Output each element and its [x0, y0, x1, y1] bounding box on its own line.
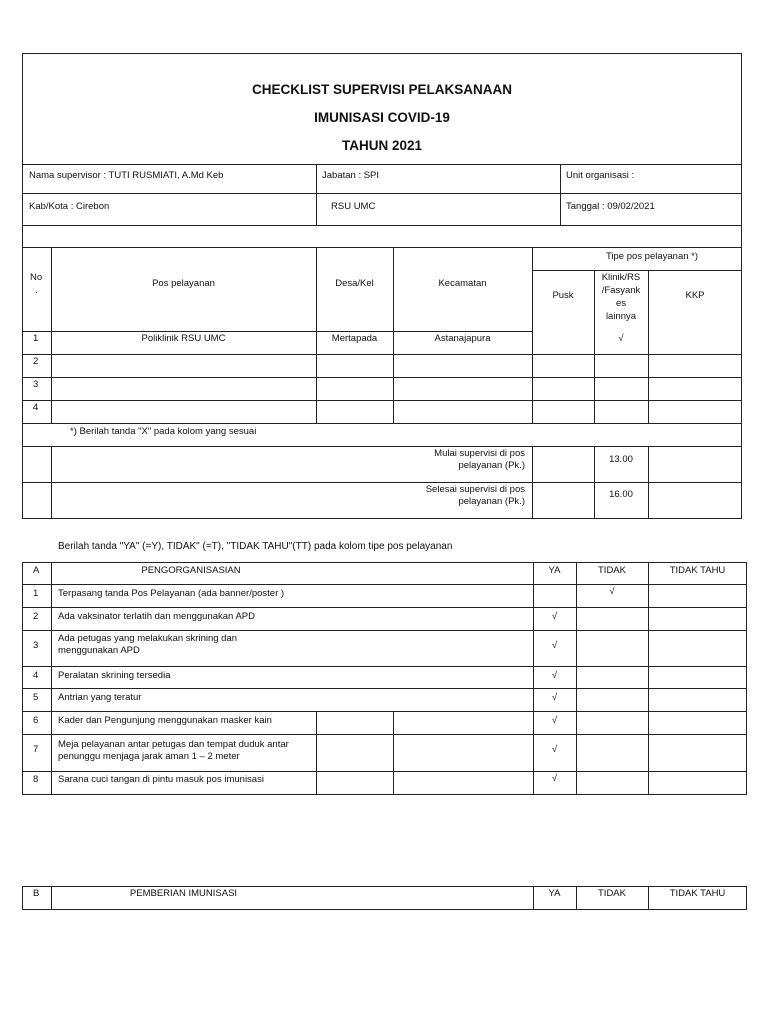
col-kkp-header: KKP — [685, 290, 705, 301]
list-item-text: penunggu menjaga jarak aman 1 – 2 meter — [58, 751, 240, 762]
list-item-text: Kader dan Pengunjung menggunakan masker kain — [58, 715, 272, 726]
col-no-header-dot: . — [35, 285, 38, 296]
mulai-value: 13.00 — [609, 454, 633, 465]
col-pusk-header: Pusk — [552, 290, 574, 301]
col-pos-header: Pos pelayanan — [152, 278, 215, 289]
list-item-text: Ada vaksinator terlatih dan menggunakan APD — [58, 611, 255, 622]
list-item-ya-check: √ — [551, 692, 558, 703]
table-row-no: 3 — [33, 379, 39, 390]
list-item-text: Ada petugas yang melakukan skrining dan — [58, 633, 238, 644]
selesai-label-1: Selesai supervisi di pos — [425, 484, 525, 495]
instruction-text: Berilah tanda "YA" (=Y), TIDAK" (=T), "TIDAK TAHU"(TT) pada kolom tipe pos pelayanan — [58, 541, 453, 552]
table-row-no: 4 — [33, 402, 39, 413]
list-item-ya-check: √ — [551, 640, 558, 651]
list-item-text: Meja pelayanan antar petugas dan tempat duduk antar — [58, 739, 289, 750]
selesai-value: 16.00 — [609, 489, 633, 500]
list-item-text: Sarana cuci tangan di pintu masuk pos imunisasi — [58, 774, 264, 785]
list-item-no: 1 — [33, 588, 39, 599]
section-a-letter: A — [33, 565, 40, 576]
selesai-label-2: pelayanan (Pk.) — [458, 496, 525, 507]
doc-title-line3: TAHUN 2021 — [341, 138, 423, 153]
list-item-no: 4 — [33, 670, 39, 681]
list-item-no: 3 — [33, 640, 39, 651]
section-b-col-tidak: TIDAK — [598, 888, 626, 899]
section-b-letter: B — [33, 888, 40, 899]
table-row-klinik-check: √ — [618, 333, 624, 344]
section-a-col-tidak-tahu: TIDAK TAHU — [669, 565, 726, 576]
col-klinik-header-3: es — [615, 298, 627, 309]
col-no-header: No — [30, 272, 43, 283]
table-row-desa: Mertapada — [331, 333, 378, 344]
mulai-label-1: Mulai supervisi di pos — [434, 448, 525, 459]
unit-organisasi-field: Unit organisasi : — [566, 170, 635, 181]
list-item-text: Antrian yang teratur — [58, 692, 142, 703]
doc-title-line2: IMUNISASI COVID-19 — [314, 110, 450, 125]
table-row-kec: Astanajapura — [434, 333, 491, 344]
list-item-text: Peralatan skrining tersedia — [58, 670, 171, 681]
table-note: *) Berilah tanda "X" pada kolom yang sesuai — [70, 426, 257, 437]
table-row-no: 2 — [33, 356, 39, 367]
list-item-ya-check: √ — [551, 670, 558, 681]
section-b-col-tidak-tahu: TIDAK TAHU — [669, 888, 726, 899]
col-klinik-header-1: Klinik/RS — [601, 272, 641, 283]
section-b-title: PEMBERIAN IMUNISASI — [129, 888, 238, 899]
list-item-no: 6 — [33, 715, 39, 726]
list-item-no: 7 — [33, 744, 39, 755]
section-a-col-tidak: TIDAK — [598, 565, 626, 576]
supervisor-field: Nama supervisor : TUTI RUSMIATI, A.Md Keb — [29, 170, 224, 181]
jabatan-field: Jabatan : SPI — [322, 170, 380, 181]
section-a-title: PENGORGANISASIAN — [141, 565, 241, 576]
list-item-ya-check: √ — [551, 611, 558, 622]
list-item-ya-check: √ — [551, 744, 558, 755]
doc-title-line1: CHECKLIST SUPERVISI PELAKSANAAN — [251, 82, 513, 97]
col-desa-header: Desa/Kel — [335, 278, 374, 289]
list-item-no: 5 — [33, 692, 39, 703]
list-item-tidak-check: √ — [609, 586, 615, 597]
table-row-pos: Poliklinik RSU UMC — [141, 333, 226, 344]
rsu-field: RSU UMC — [331, 201, 376, 212]
section-a-col-ya: YA — [548, 565, 561, 576]
section-b-col-ya: YA — [548, 888, 561, 899]
col-klinik-header-2: /Fasyank — [601, 285, 641, 296]
tanggal-field: Tanggal : 09/02/2021 — [566, 201, 655, 212]
list-item-ya-check: √ — [551, 715, 558, 726]
col-klinik-header-4: lainnya — [605, 311, 637, 322]
mulai-label-2: pelayanan (Pk.) — [458, 460, 525, 471]
table-row-no: 1 — [33, 333, 39, 344]
list-item-ya-check: √ — [551, 773, 558, 784]
kabkota-field: Kab/Kota : Cirebon — [29, 201, 110, 212]
list-item-text: Terpasang tanda Pos Pelayanan (ada banner/poster ) — [58, 588, 285, 599]
list-item-no: 8 — [33, 774, 39, 785]
list-item-text: menggunakan APD — [58, 645, 140, 656]
col-kec-header: Kecamatan — [438, 278, 487, 289]
col-tipe-header: Tipe pos pelayanan *) — [605, 251, 699, 262]
list-item-no: 2 — [33, 611, 39, 622]
